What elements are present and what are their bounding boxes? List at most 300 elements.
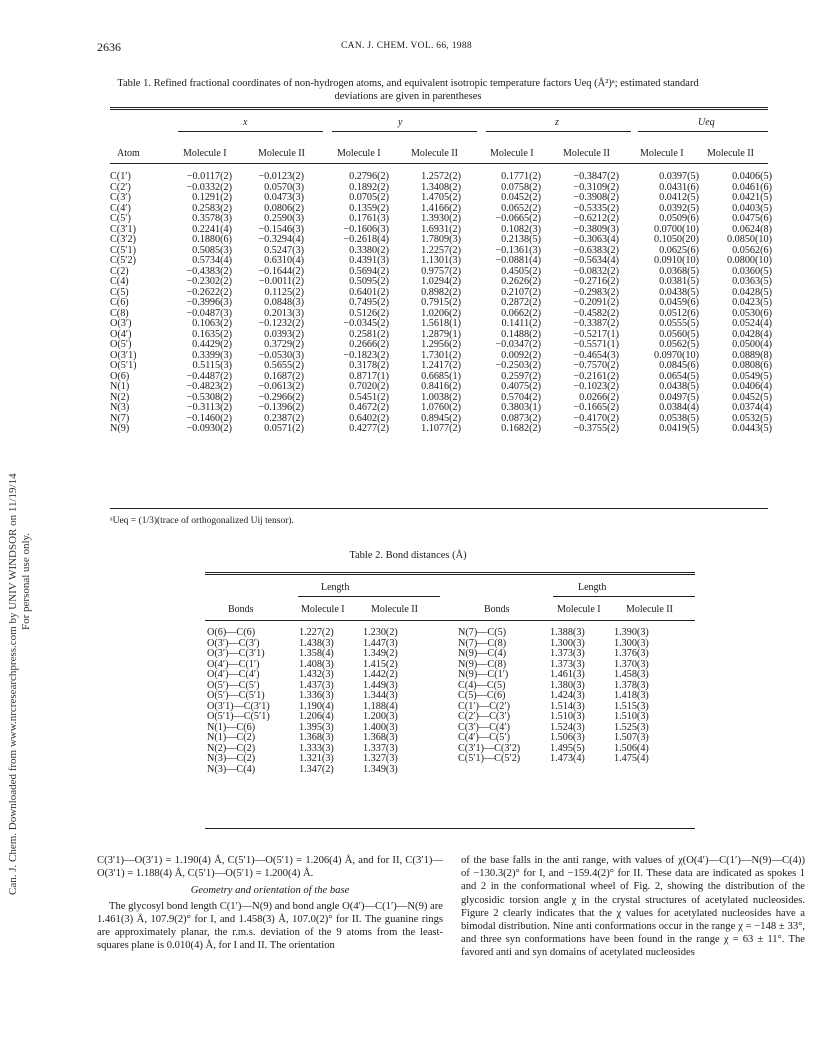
table2-length-cell: 1.458(3) [614,669,649,680]
table1-value-cell: 0.0393(2) [264,328,304,340]
table1-value-cell: 0.0700(10) [654,223,699,235]
table1-value-cell: 0.8416(2) [421,381,461,392]
table1-value-cell: 0.0652(2) [501,202,541,214]
table2-length-cell: 1.370(3) [614,658,649,670]
table2-row [207,712,433,723]
table1-value-cell: 1.4705(2) [421,192,461,203]
table1-value-cell: −0.1606(3) [343,223,389,235]
table1-atom-cell: O(5′) [110,339,132,350]
table2-bond-cell: N(9)—C(8) [458,658,507,670]
table1-value-cell: 0.5085(3) [192,244,232,256]
table1-value-cell: 0.0570(3) [264,181,304,193]
table2-length-cell: 1.449(3) [363,679,398,691]
table1-group-rule-x [178,131,323,132]
table1-value-cell: −0.2983(2) [573,286,619,298]
table1-value-cell: 0.3729(2) [264,339,304,350]
table1-atom-header: Atom [117,148,140,159]
table1-value-cell: −0.0011(2) [258,276,304,287]
table1-value-cell: 0.0806(2) [264,202,304,214]
table2-bond-cell: O(3′1)—C(3′1) [207,700,270,712]
table1-value-cell: 0.3399(3) [192,349,232,361]
table2-bond-cell: N(9)—C(4) [458,648,507,659]
table1-value-cell: 0.0808(6) [732,360,772,371]
table1-atom-cell: N(3) [110,402,130,413]
table1-value-cell: 0.4075(2) [501,381,541,392]
table1-value-cell: −0.4823(2) [186,381,232,392]
table1-value-cell: −0.7570(2) [573,360,619,371]
table1-value-cell: −0.2622(2) [186,286,232,298]
table1-row [110,214,772,225]
table1-value-cell: −0.3908(2) [573,192,619,203]
table2-length-cell: 1.349(2) [363,648,398,659]
table1-x-mol1-header: Molecule I [183,148,227,159]
table1-atom-cell: O(3′1) [110,349,137,361]
table2-length-cell: 1.368(3) [299,732,334,743]
table1-value-cell: −0.4582(2) [573,307,619,319]
table1-value-cell: 0.2581(2) [349,328,389,340]
table1-value-cell: 0.4277(2) [349,423,389,434]
table1-atom-cell: C(4) [110,276,129,287]
body-column-left [97,854,443,952]
table2-row [458,691,684,702]
table2-bottom-rule [205,828,695,829]
side-watermark-line1: Can. J. Chem. Downloaded from www.nrcresearchpress.com by UNIV WINDSOR on 11/19/14 [7,473,19,895]
table1-value-cell: −0.3109(2) [573,181,619,193]
table1-value-cell: −0.5571(1) [573,339,619,350]
table2-right-body [458,628,684,765]
table1-value-cell: −0.0530(3) [258,349,304,361]
table2-length-cell: 1.200(3) [363,711,398,722]
table1-value-cell: 0.0625(6) [659,244,699,256]
table1-value-cell: 0.2138(5) [501,234,541,245]
table2-bond-cell: N(9)—C(1′) [458,669,509,680]
table1-value-cell: −0.4383(2) [186,265,232,277]
table1-value-cell: 0.7495(2) [349,297,389,308]
table1-value-cell: 0.1880(6) [192,234,232,245]
table1-value-cell: −0.1361(3) [495,244,541,256]
table1-value-cell: 0.8982(2) [421,286,461,298]
table2-length-cell: 1.327(3) [363,753,398,764]
table1-atom-cell: O(5′1) [110,360,137,371]
table1-row [110,340,772,351]
table1-value-cell: 0.0397(5) [659,171,699,182]
table2-length-cell: 1.525(3) [614,721,649,733]
table1-value-cell: 0.0850(10) [727,234,772,245]
table1-value-cell: 1.6931(2) [421,223,461,235]
table1-value-cell: 0.0381(5) [659,276,699,287]
table2-length-cell: 1.432(3) [299,669,334,680]
table1-value-cell: 1.4166(2) [421,202,461,214]
table1-value-cell: −0.0347(2) [495,339,541,350]
table1-value-cell: −0.2161(2) [573,370,619,382]
table1-value-cell: −0.0665(2) [495,213,541,224]
table1-value-cell: 0.0538(5) [659,412,699,424]
table1-value-cell: 0.3178(2) [349,360,389,371]
table2-row [207,733,433,744]
table1-top-rule2 [110,109,768,110]
table1-group-y: y [398,117,403,128]
table1-value-cell: 0.0360(5) [732,265,772,277]
table1-value-cell: −0.6212(2) [573,213,619,224]
table1-value-cell: −0.3063(4) [573,234,619,245]
table2-length-cell: 1.358(4) [299,648,334,659]
table1-value-cell: 0.6401(2) [349,286,389,298]
table2-row [207,670,433,681]
table1-y-mol2-header: Molecule II [411,148,458,159]
table1-value-cell: 0.1682(2) [501,423,541,434]
table2-caption: Table 2. Bond distances (Å) [349,550,467,561]
table1-value-cell: 0.1411(2) [501,318,541,329]
table1-value-cell: 0.2013(3) [264,307,304,319]
table1-value-cell: 0.0910(10) [654,255,699,266]
table2-row [458,754,684,765]
table2-mol1-header-right: Molecule I [557,604,601,615]
table1-value-cell: 0.1291(2) [192,192,232,203]
table1-atom-cell: C(3′1) [110,223,136,235]
table2-length-cell: 1.510(3) [550,711,585,722]
table1-atom-cell: N(1) [110,381,130,392]
table1-value-cell: 0.0384(4) [659,402,699,413]
table1-atom-cell: C(2) [110,265,129,277]
table2-length-cell: 1.336(3) [299,690,334,701]
table1-z-mol1-header: Molecule I [490,148,534,159]
table1-value-cell: 0.6402(2) [349,412,389,424]
table1-body [110,172,772,435]
table1-value-cell: 0.5115(3) [192,360,232,371]
table1-value-cell: 1.3408(2) [421,181,461,193]
table1-value-cell: −0.1232(2) [258,318,304,329]
table2-bond-cell: C(4)—C(5) [458,679,506,691]
table1-value-cell: 0.0873(2) [501,412,541,424]
table2-length-cell: 1.300(3) [614,637,649,649]
table1-value-cell: 0.0562(6) [732,244,772,256]
table2-bond-cell: N(1)—C(2) [207,732,256,743]
page-number: 2636 [97,40,121,54]
table2-length-cell: 1.321(3) [299,753,334,764]
table2-length-cell: 1.347(2) [299,763,334,775]
side-watermark [2,200,42,900]
table2-length-rule-left [298,596,440,597]
table1-value-cell: 0.1359(2) [349,202,389,214]
table2-row [458,628,684,639]
table2-bond-cell: C(5)—C(6) [458,690,506,701]
table1-value-cell: 0.2583(2) [192,202,232,214]
table2-length-cell: 1.515(3) [614,700,649,712]
table1-row [110,235,772,246]
table1-value-cell: 0.0524(4) [732,318,772,329]
table2-bond-cell: O(4′)—C(1′) [207,658,260,670]
body-left-paragraph2: The glycosyl bond length C(1′)—N(9) and bond angle O(4′)—C(1′)—N(9) are 1.461(3) Å, 107.9(2)° for I, and 1.458(3) Å, 107.0(2)° for II. The guanine rings are approximately planar, the r.m.s. deviation of the 9 atoms from the least-squares plane is 0.010(4) Å, for I and II. The orientation [97,900,443,952]
table2-length-cell: 1.475(4) [614,753,649,764]
table1-value-cell: 0.2107(2) [501,286,541,298]
table1-value-cell: 0.9757(2) [421,265,461,277]
table2-bond-cell: N(1)—C(6) [207,721,256,733]
table1-value-cell: 0.0800(10) [727,255,772,266]
table2-length-cell: 1.333(3) [299,742,334,754]
table2-bond-cell: N(7)—C(5) [458,627,507,638]
table1-value-cell: 0.0532(5) [732,412,772,424]
table2-bond-cell: C(4′)—C(5′) [458,732,510,743]
table2-length-cell: 1.506(3) [550,732,585,743]
table1-value-cell: 0.0452(2) [501,192,541,203]
table1-value-cell: 0.2597(2) [501,370,541,382]
table1-value-cell: −0.1546(3) [258,223,304,235]
side-watermark-line2: For personal use only. [20,532,32,630]
table1-value-cell: 0.2626(2) [501,276,541,287]
table1-value-cell: −0.3113(2) [186,402,232,413]
table1-value-cell: 0.0845(6) [659,360,699,371]
table1-value-cell: 1.2956(2) [421,339,461,350]
table2-row [458,712,684,723]
table1-value-cell: 0.0266(2) [579,391,619,403]
table2-length-cell: 1.337(3) [363,742,398,754]
table1-group-ueq: Ueq [698,117,715,128]
table1-value-cell: −0.0332(2) [186,181,232,193]
table2-length-cell: 1.390(3) [614,627,649,638]
table2-row [207,691,433,702]
table2-mol1-header-left: Molecule I [301,604,345,615]
table1-atom-cell: C(8) [110,307,129,319]
table2-length-cell: 1.376(3) [614,648,649,659]
table1-value-cell: 0.5655(2) [264,360,304,371]
table1-row [110,403,772,414]
table1-value-cell: −0.2503(2) [495,360,541,371]
table1-value-cell: 1.2572(2) [421,171,461,182]
table1-value-cell: −0.0123(2) [258,171,304,182]
table1-value-cell: −0.0832(2) [573,265,619,277]
table1-atom-cell: C(5′2) [110,255,136,266]
table1-atom-cell: C(5) [110,286,129,298]
table1-value-cell: 0.0497(5) [659,391,699,403]
table1-value-cell: 0.1063(2) [192,318,232,329]
table1-atom-cell: O(6) [110,370,130,382]
table2-length-cell: 1.447(3) [363,637,398,649]
table2-length-cell: 1.438(3) [299,637,334,649]
table1-value-cell: 0.0368(5) [659,265,699,277]
table1-value-cell: 0.0571(2) [264,423,304,434]
table1-value-cell: 0.5095(2) [349,276,389,287]
table1-value-cell: 0.0423(5) [732,297,772,308]
table1-value-cell: −0.5634(4) [573,255,619,266]
table1-value-cell: 0.0530(6) [732,307,772,319]
table1-value-cell: 0.0509(6) [659,213,699,224]
table2-row [207,628,433,639]
table1-atom-cell: O(3′) [110,318,132,329]
table1-header-rule [110,163,768,164]
table2-length-cell: 1.349(3) [363,763,398,775]
table1-value-cell: −0.5308(2) [186,391,232,403]
table1-row [110,172,772,183]
table1-value-cell: 0.1488(2) [501,328,541,340]
table1-atom-cell: C(3′2) [110,234,136,245]
table2-row [458,649,684,660]
table2-top-rule2 [205,574,695,575]
table1-value-cell: −0.1023(2) [573,381,619,392]
table2-length-cell: 1.190(4) [299,700,334,712]
table1-value-cell: 0.2241(4) [192,223,232,235]
table2-length-cell: 1.300(3) [550,637,585,649]
table1-value-cell: 0.0705(2) [349,192,389,203]
table1-value-cell: 0.0459(6) [659,297,699,308]
table1-value-cell: 0.6310(4) [264,255,304,266]
table1-value-cell: 1.7301(2) [421,349,461,361]
table1-value-cell: −0.3294(4) [258,234,304,245]
table1-value-cell: −0.3755(2) [573,423,619,434]
table1-value-cell: 0.0374(4) [732,402,772,413]
table1-value-cell: 1.7809(3) [421,234,461,245]
table1-value-cell: 1.2417(2) [421,360,461,371]
table1-z-mol2-header: Molecule II [563,148,610,159]
table2-bond-cell: C(1′)—C(2′) [458,700,510,712]
table1-value-cell: −0.2091(2) [573,297,619,308]
body-left-paragraph1: C(3′1)—O(3′1) = 1.190(4) Å, C(5′1)—O(5′1) = 1.206(4) Å, and for II, C(3′1)—O(3′1) = 1.188(4) Å, C(5′1)—O(5′1) = 1.200(4) Å. [97,855,443,880]
table1-top-rule [110,107,768,108]
table1-caption: Table 1. Refined fractional coordinates of non-hydrogen atoms, and equivalent isotropic temperature factors Ueq (Å²)ᵃ; estimated standard deviations are given in parentheses [117,78,699,102]
table1-value-cell: 0.6685(1) [421,370,461,382]
table1-row [110,298,772,309]
table1-value-cell: 0.0848(3) [264,297,304,308]
table1-value-cell: 1.2257(2) [421,244,461,256]
table1-value-cell: 0.0406(4) [732,381,772,392]
table2-length-cell: 1.510(3) [614,711,649,722]
table2-length-cell: 1.373(3) [550,648,585,659]
table1-footnote: ᵃUeq = (1/3)(trace of orthogonalized Uij tensor). [110,516,294,526]
table1-value-cell: 0.0475(6) [732,213,772,224]
table2-length-cell: 1.380(3) [550,679,585,691]
table1-atom-cell: C(1′) [110,171,131,182]
table1-value-cell: 0.0363(5) [732,276,772,287]
table1-value-cell: −0.1823(2) [343,349,389,361]
table1-value-cell: −0.3809(3) [573,223,619,235]
table1-row [110,256,772,267]
table1-value-cell: −0.1644(2) [258,265,304,277]
table1-value-cell: 0.0438(5) [659,381,699,392]
table1-value-cell: 0.5247(3) [264,244,304,256]
table1-value-cell: −0.2716(2) [573,276,619,287]
table2-length-cell: 1.495(5) [550,742,585,754]
table1-value-cell: 0.0500(4) [732,339,772,350]
table1-atom-cell: N(9) [110,423,130,434]
table1-value-cell: −0.2618(4) [343,234,389,245]
table1-value-cell: −0.1665(2) [573,402,619,413]
table1-value-cell: 0.0421(5) [732,192,772,203]
table1-value-cell: 0.1761(3) [349,213,389,224]
table1-atom-cell: N(2) [110,391,130,403]
table1-value-cell: 0.0406(5) [732,171,772,182]
table1-value-cell: 0.1687(2) [264,370,304,382]
table1-value-cell: 0.5126(2) [349,307,389,319]
table1-value-cell: 1.1301(3) [421,255,461,266]
table1-ueq-mol2-header: Molecule II [707,148,754,159]
table1-value-cell: −0.6383(2) [573,244,619,256]
table1-atom-cell: C(2′) [110,181,131,193]
table2-bond-cell: O(3′)—C(3′1) [207,648,265,659]
table1-value-cell: 1.0760(2) [421,402,461,413]
table2-length-header-right: Length [578,582,607,593]
table1-value-cell: 0.5451(2) [349,391,389,403]
table1-value-cell: 1.0294(2) [421,276,461,287]
table2-bonds-header-left: Bonds [228,604,254,615]
table2-left-body [207,628,433,775]
table1-value-cell: −0.5335(2) [573,202,619,214]
table2-row [458,670,684,681]
table1-value-cell: 0.1125(2) [264,286,304,298]
table2-bond-cell: C(2′)—C(3′) [458,711,510,722]
table1-row [110,382,772,393]
table2-length-cell: 1.400(3) [363,721,398,733]
table2-length-cell: 1.506(4) [614,742,649,754]
table2-row [207,649,433,660]
table1-value-cell: −0.0613(2) [258,381,304,392]
table1-value-cell: −0.4170(2) [573,412,619,424]
table2-length-cell: 1.418(3) [614,690,649,701]
table1-atom-cell: C(6) [110,297,129,308]
table2-length-cell: 1.227(2) [299,627,334,638]
table1-value-cell: 0.4505(2) [501,265,541,277]
table1-value-cell: 0.5704(2) [501,391,541,403]
table1-group-rule-y [332,131,477,132]
table1-value-cell: −0.0345(2) [343,318,389,329]
body-column-right [461,854,805,960]
table2-length-cell: 1.344(3) [363,690,398,701]
table1-value-cell: 1.5618(1) [421,318,461,329]
table1-value-cell: 0.0549(5) [732,370,772,382]
table2-bond-cell: O(5′)—C(5′1) [207,690,265,701]
table1-value-cell: 0.7915(2) [421,297,461,308]
table1-atom-cell: O(4′) [110,328,132,340]
table2-length-cell: 1.395(3) [299,721,334,733]
table2-length-cell: 1.442(2) [363,669,398,680]
table1-value-cell: −0.0930(2) [186,423,232,434]
table1-value-cell: 0.0889(8) [732,349,772,361]
table1-row [110,277,772,288]
table2-row [458,733,684,744]
table2-bond-cell: C(3′1)—C(3′2) [458,742,521,754]
table1-bottom-rule [110,508,768,509]
table1-value-cell: 0.0419(5) [659,423,699,434]
table1-value-cell: 0.0412(5) [659,192,699,203]
table1-value-cell: −0.3996(3) [186,297,232,308]
table1-value-cell: 0.7020(2) [349,381,389,392]
table1-ueq-mol1-header: Molecule I [640,148,684,159]
table2-bond-cell: O(5′)—C(5′) [207,679,260,691]
table1-value-cell: 1.0038(2) [421,391,461,403]
table1-value-cell: 1.1077(2) [421,423,461,434]
table1-value-cell: 0.0092(2) [501,349,541,361]
table1-value-cell: 0.0473(3) [264,192,304,203]
table1-group-x: x [243,117,248,128]
table1-value-cell: 0.0443(5) [732,423,772,434]
table1-row [110,361,772,372]
table1-value-cell: 0.1892(2) [349,181,389,193]
table2-length-cell: 1.388(3) [550,627,585,638]
table1-value-cell: 0.0452(5) [732,391,772,403]
table1-value-cell: −0.4654(3) [573,349,619,361]
table1-group-rule-z [486,131,631,132]
table1-value-cell: −0.5217(1) [573,328,619,340]
table1-value-cell: 0.0428(5) [732,286,772,298]
table2-row [207,754,433,765]
table1-value-cell: −0.2302(2) [186,276,232,287]
table1-value-cell: 0.1082(3) [501,223,541,235]
table1-group-z: z [555,117,559,128]
table1-value-cell: 0.2666(2) [349,339,389,350]
table1-value-cell: 0.0512(6) [659,307,699,319]
table1-atom-cell: C(4′) [110,202,131,214]
table2-bond-cell: O(4′)—C(4′) [207,669,260,680]
table1-value-cell: 0.3803(1) [501,402,541,413]
table2-length-cell: 1.378(3) [614,679,649,691]
